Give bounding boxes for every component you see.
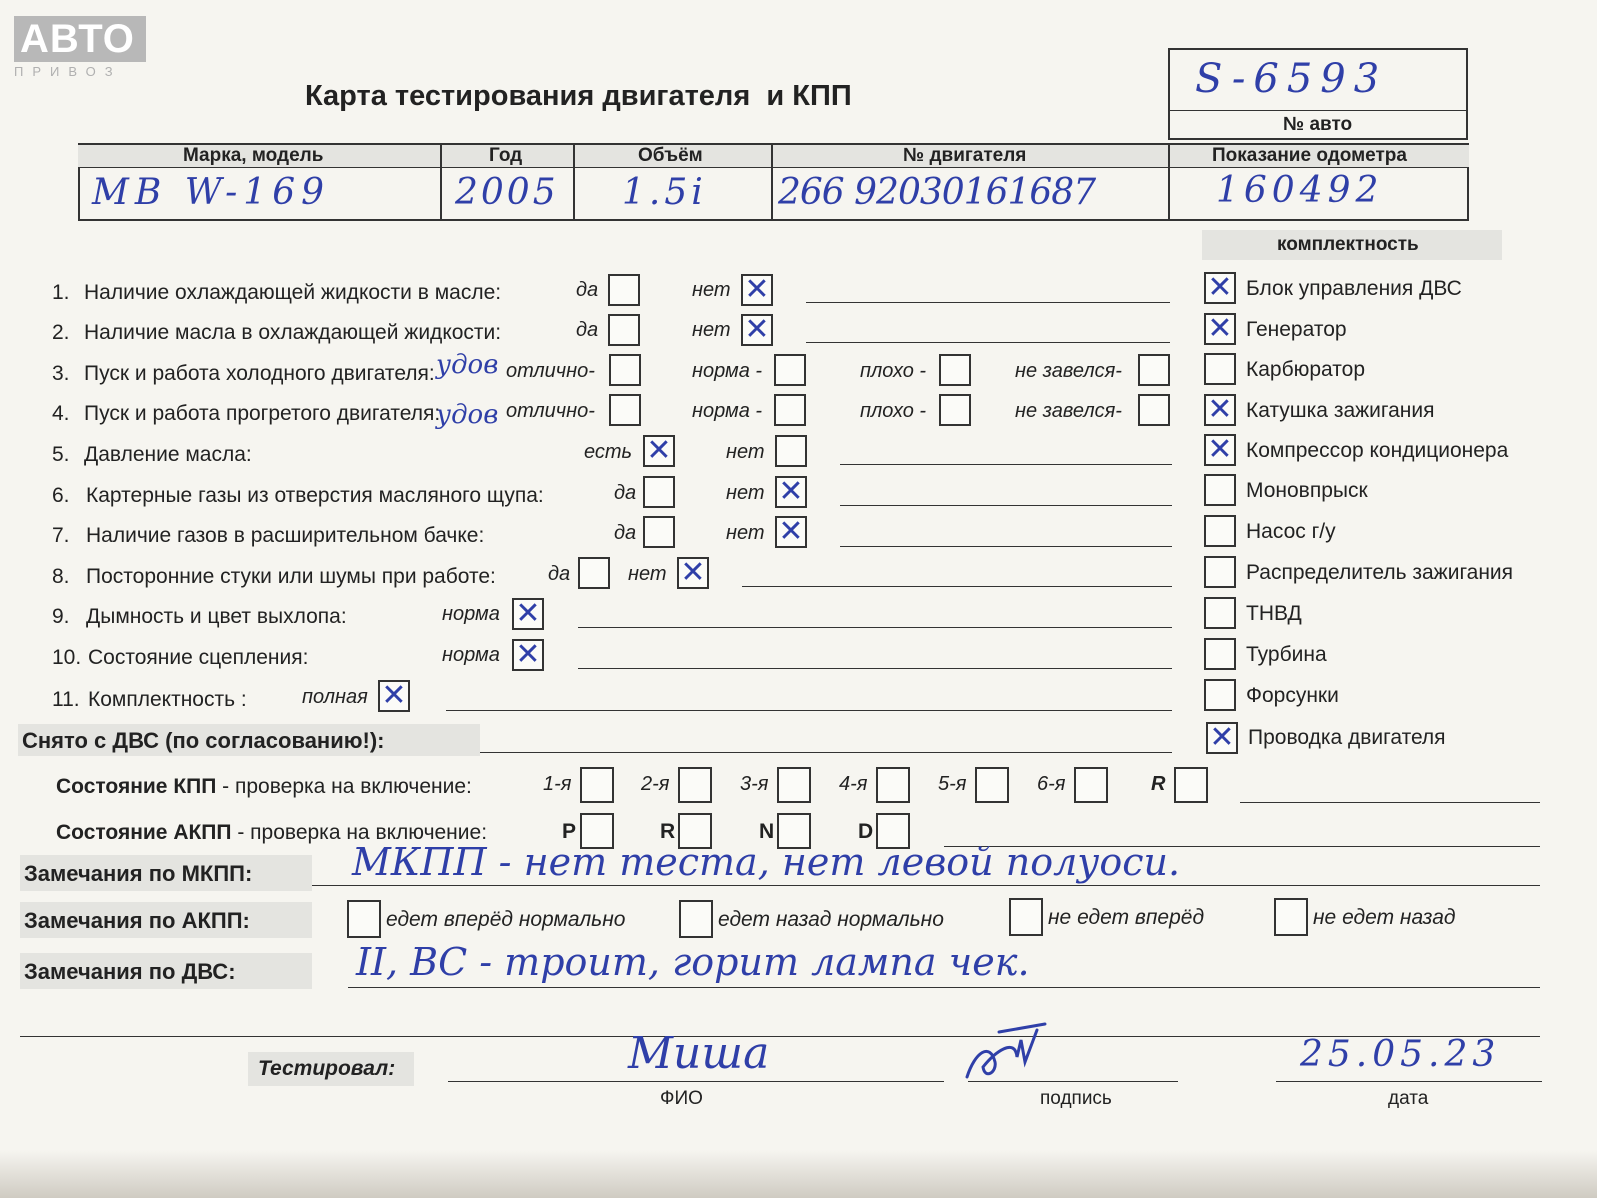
q2-text: Наличие масла в охлаждающей жидкости: bbox=[84, 321, 502, 344]
header-label-year: Год bbox=[489, 145, 523, 166]
caption-signature: подпись bbox=[1040, 1088, 1112, 1109]
q11-text: Комплектность : bbox=[88, 688, 247, 711]
akpp-remark-no-reverse-checkbox[interactable] bbox=[1274, 898, 1308, 936]
kpp-gear-1-checkbox[interactable] bbox=[580, 767, 614, 803]
q5-opt-no: нет bbox=[726, 441, 765, 463]
q4-opt-bad: плохо - bbox=[860, 400, 927, 422]
akpp-remark-forward-ok-label: едет вперёд нормально bbox=[386, 908, 626, 931]
dvs-remarks-label: Замечания по ДВС: bbox=[24, 959, 236, 984]
kpp-gear-r-label: R bbox=[1151, 773, 1166, 795]
q5-text: Давление масла: bbox=[84, 443, 252, 466]
completeness-label-ps-pump: Насос г/у bbox=[1246, 520, 1336, 543]
q7-text: Наличие газов в расширительном бачке: bbox=[86, 524, 485, 547]
completeness-checkbox-ignition-coil[interactable]: ✕ bbox=[1204, 394, 1236, 426]
q3-opt-excellent: отлично- bbox=[506, 360, 595, 382]
car-number-label: № авто bbox=[1283, 114, 1353, 135]
q4-text: Пуск и работа прогретого двигателя: bbox=[84, 402, 441, 425]
q2-opt-net: нет bbox=[692, 319, 731, 341]
q5-opt-yes: есть bbox=[584, 441, 633, 463]
q9-checkbox-norm[interactable]: ✕ bbox=[512, 598, 544, 630]
car-number-value: S-6593 bbox=[1195, 56, 1388, 102]
kpp-gear-4-checkbox[interactable] bbox=[876, 767, 910, 803]
q9-text: Дымность и цвет выхлопа: bbox=[86, 605, 347, 628]
q4-opt-not-started: не завелся- bbox=[1015, 400, 1122, 422]
q10-checkbox-norm[interactable]: ✕ bbox=[512, 639, 544, 671]
completeness-checkbox-ecu[interactable]: ✕ bbox=[1204, 272, 1236, 304]
completeness-checkbox-ac-compressor[interactable]: ✕ bbox=[1204, 434, 1236, 466]
q8-number: 8. bbox=[52, 565, 70, 588]
logo-main: АВТО bbox=[14, 16, 146, 62]
q2-checkbox-net[interactable]: ✕ bbox=[741, 314, 773, 346]
q3-checkbox-normal[interactable] bbox=[774, 354, 806, 386]
akpp-mode-r-label: R bbox=[660, 820, 676, 843]
header-label-odometer: Показание одометра bbox=[1212, 145, 1407, 166]
test-date: 25.05.23 bbox=[1300, 1034, 1501, 1075]
kpp-gear-5-label: 5-я bbox=[938, 773, 967, 795]
q8-checkbox-da[interactable] bbox=[578, 557, 610, 589]
q2-checkbox-da[interactable] bbox=[608, 314, 640, 346]
q6-opt-net: нет bbox=[726, 482, 765, 504]
signature bbox=[955, 1022, 1065, 1084]
akpp-mode-n-label: N bbox=[759, 820, 775, 843]
tester-name: Миша bbox=[628, 1028, 770, 1079]
mkpp-remarks-text: МКПП - нет теста, нет левой полуоси. bbox=[352, 840, 1181, 884]
q10-text: Состояние сцепления: bbox=[88, 646, 309, 669]
kpp-gear-4-label: 4-я bbox=[839, 773, 868, 795]
completeness-checkbox-injectors[interactable] bbox=[1204, 679, 1236, 711]
kpp-gear-2-label: 2-я bbox=[641, 773, 670, 795]
completeness-label-engine-wiring: Проводка двигателя bbox=[1248, 726, 1446, 749]
q6-opt-da: да bbox=[614, 482, 637, 504]
akpp-mode-d-label: D bbox=[858, 820, 874, 843]
completeness-label-generator: Генератор bbox=[1246, 318, 1347, 341]
q6-checkbox-net[interactable]: ✕ bbox=[775, 476, 807, 508]
completeness-label-ignition-coil: Катушка зажигания bbox=[1246, 399, 1435, 422]
completeness-checkbox-tnvd[interactable] bbox=[1204, 597, 1236, 629]
q11-checkbox-full[interactable]: ✕ bbox=[378, 680, 410, 712]
completeness-label-ac-compressor: Компрессор кондиционера bbox=[1246, 439, 1509, 462]
kpp-gear-1-label: 1-я bbox=[543, 773, 572, 795]
header-value-model: МВ W-169 bbox=[92, 172, 331, 213]
q4-checkbox-normal[interactable] bbox=[774, 394, 806, 426]
q3-opt-normal: норма - bbox=[692, 360, 763, 382]
header-value-odometer: 160492 bbox=[1216, 170, 1384, 211]
q6-checkbox-da[interactable] bbox=[643, 476, 675, 508]
akpp-remark-reverse-ok-label: едет назад нормально bbox=[718, 908, 944, 931]
q10-opt-norm: норма bbox=[442, 644, 500, 666]
akpp-remark-no-forward-checkbox[interactable] bbox=[1009, 898, 1043, 936]
q5-number: 5. bbox=[52, 443, 70, 466]
q9-number: 9. bbox=[52, 605, 70, 628]
logo bbox=[14, 16, 146, 84]
q8-opt-net: нет bbox=[628, 563, 667, 585]
q7-opt-da: да bbox=[614, 522, 637, 544]
completeness-checkbox-generator[interactable]: ✕ bbox=[1204, 313, 1236, 345]
akpp-remark-reverse-ok-checkbox[interactable] bbox=[679, 900, 713, 938]
q2-opt-da: да bbox=[576, 319, 599, 341]
q8-text: Посторонние стуки или шумы при работе: bbox=[86, 565, 496, 588]
document-title: Карта тестирования двигателя и КПП bbox=[305, 80, 852, 112]
q3-number: 3. bbox=[52, 362, 70, 385]
kpp-gear-3-label: 3-я bbox=[740, 773, 769, 795]
completeness-label-injectors: Форсунки bbox=[1246, 684, 1339, 707]
q7-number: 7. bbox=[52, 524, 70, 547]
kpp-gear-r-checkbox[interactable] bbox=[1174, 767, 1208, 803]
akpp-remark-forward-ok-checkbox[interactable] bbox=[347, 900, 381, 938]
q1-text: Наличие охлаждающей жидкости в масле: bbox=[84, 281, 502, 304]
header-label-engine-no: № двигателя bbox=[903, 145, 1027, 166]
q4-checkbox-not-started[interactable] bbox=[1138, 394, 1170, 426]
completeness-checkbox-engine-wiring[interactable]: ✕ bbox=[1206, 722, 1238, 754]
kpp-label bbox=[56, 775, 472, 799]
q1-opt-net: нет bbox=[692, 279, 731, 301]
completeness-checkbox-ps-pump[interactable] bbox=[1204, 515, 1236, 547]
completeness-checkbox-turbine[interactable] bbox=[1204, 638, 1236, 670]
q3-checkbox-excellent[interactable] bbox=[609, 354, 641, 386]
q3-opt-bad: плохо - bbox=[860, 360, 927, 382]
kpp-label-rest: - проверка на включение: bbox=[216, 775, 472, 798]
completeness-checkbox-carburetor[interactable] bbox=[1204, 353, 1236, 385]
header-label-volume: Объём bbox=[638, 145, 703, 166]
completeness-label-mono-injection: Моновпрыск bbox=[1246, 479, 1368, 502]
kpp-gear-6-label: 6-я bbox=[1037, 773, 1066, 795]
header-value-volume: 1.5i bbox=[622, 172, 707, 213]
q6-text: Картерные газы из отверстия масляного щупа: bbox=[86, 484, 544, 507]
tested-by-label: Тестировал: bbox=[258, 1057, 396, 1080]
q3-handwritten-note: удов bbox=[436, 350, 499, 380]
q4-checkbox-excellent[interactable] bbox=[609, 394, 641, 426]
q6-number: 6. bbox=[52, 484, 70, 507]
q10-number: 10. bbox=[52, 646, 82, 669]
dvs-remarks-text: II, ВС - троит, горит лампа чек. bbox=[356, 940, 1030, 984]
logo-sub: ПРИВОЗ bbox=[14, 64, 122, 79]
q4-handwritten-note: удов bbox=[436, 400, 499, 430]
header-label-model: Марка, модель bbox=[183, 145, 324, 166]
completeness-label-tnvd: ТНВД bbox=[1246, 602, 1302, 625]
q4-opt-excellent: отлично- bbox=[506, 400, 595, 422]
removed-from-engine-label: Снято с ДВС (по согласованию!): bbox=[22, 728, 385, 753]
kpp-gear-2-checkbox[interactable] bbox=[678, 767, 712, 803]
q9-opt-norm: норма bbox=[442, 603, 500, 625]
q8-opt-da: да bbox=[548, 563, 571, 585]
q3-opt-not-started: не завелся- bbox=[1015, 360, 1122, 382]
q11-number: 11. bbox=[52, 688, 80, 711]
q4-checkbox-bad[interactable] bbox=[939, 394, 971, 426]
akpp-label-rest: - проверка на включение: bbox=[231, 821, 488, 844]
completeness-label-ecu: Блок управления ДВС bbox=[1246, 277, 1462, 300]
kpp-label-bold: Состояние КПП bbox=[56, 775, 217, 798]
q1-checkbox-net[interactable]: ✕ bbox=[741, 274, 773, 306]
kpp-gear-3-checkbox[interactable] bbox=[777, 767, 811, 803]
q3-text: Пуск и работа холодного двигателя: bbox=[84, 362, 435, 385]
q7-checkbox-da[interactable] bbox=[643, 516, 675, 548]
q3-checkbox-bad[interactable] bbox=[939, 354, 971, 386]
q4-number: 4. bbox=[52, 402, 70, 425]
q7-checkbox-net[interactable]: ✕ bbox=[775, 516, 807, 548]
q7-opt-net: нет bbox=[726, 522, 765, 544]
caption-fio: ФИО bbox=[660, 1088, 703, 1109]
akpp-label-bold: Состояние АКПП bbox=[56, 821, 232, 844]
completeness-checkbox-mono-injection[interactable] bbox=[1204, 474, 1236, 506]
kpp-gear-5-checkbox[interactable] bbox=[975, 767, 1009, 803]
q5-checkbox-no[interactable] bbox=[775, 435, 807, 467]
completeness-title: комплектность bbox=[1277, 234, 1419, 255]
q11-opt-full: полная bbox=[302, 686, 368, 708]
akpp-mode-p-label: P bbox=[562, 820, 577, 843]
q2-number: 2. bbox=[52, 321, 70, 344]
completeness-label-distributor: Распределитель зажигания bbox=[1246, 561, 1514, 584]
akpp-remarks-label: Замечания по АКПП: bbox=[24, 908, 250, 933]
completeness-checkbox-distributor[interactable] bbox=[1204, 556, 1236, 588]
q1-checkbox-da[interactable] bbox=[608, 274, 640, 306]
q1-number: 1. bbox=[52, 281, 70, 304]
kpp-gear-6-checkbox[interactable] bbox=[1074, 767, 1108, 803]
header-value-engine-no: 266 92030161687 bbox=[778, 172, 1096, 213]
completeness-label-turbine: Турбина bbox=[1246, 643, 1327, 666]
q4-opt-normal: норма - bbox=[692, 400, 763, 422]
q1-opt-da: да bbox=[576, 279, 599, 301]
caption-date: дата bbox=[1388, 1088, 1429, 1109]
q8-checkbox-net[interactable]: ✕ bbox=[677, 557, 709, 589]
completeness-label-carburetor: Карбюратор bbox=[1246, 358, 1366, 381]
mkpp-remarks-label: Замечания по МКПП: bbox=[24, 861, 253, 886]
q5-checkbox-yes[interactable]: ✕ bbox=[643, 435, 675, 467]
header-value-year: 2005 bbox=[455, 172, 559, 213]
akpp-remark-no-reverse-label: не едет назад bbox=[1313, 906, 1456, 929]
q3-checkbox-not-started[interactable] bbox=[1138, 354, 1170, 386]
akpp-remark-no-forward-label: не едет вперёд bbox=[1048, 906, 1205, 929]
